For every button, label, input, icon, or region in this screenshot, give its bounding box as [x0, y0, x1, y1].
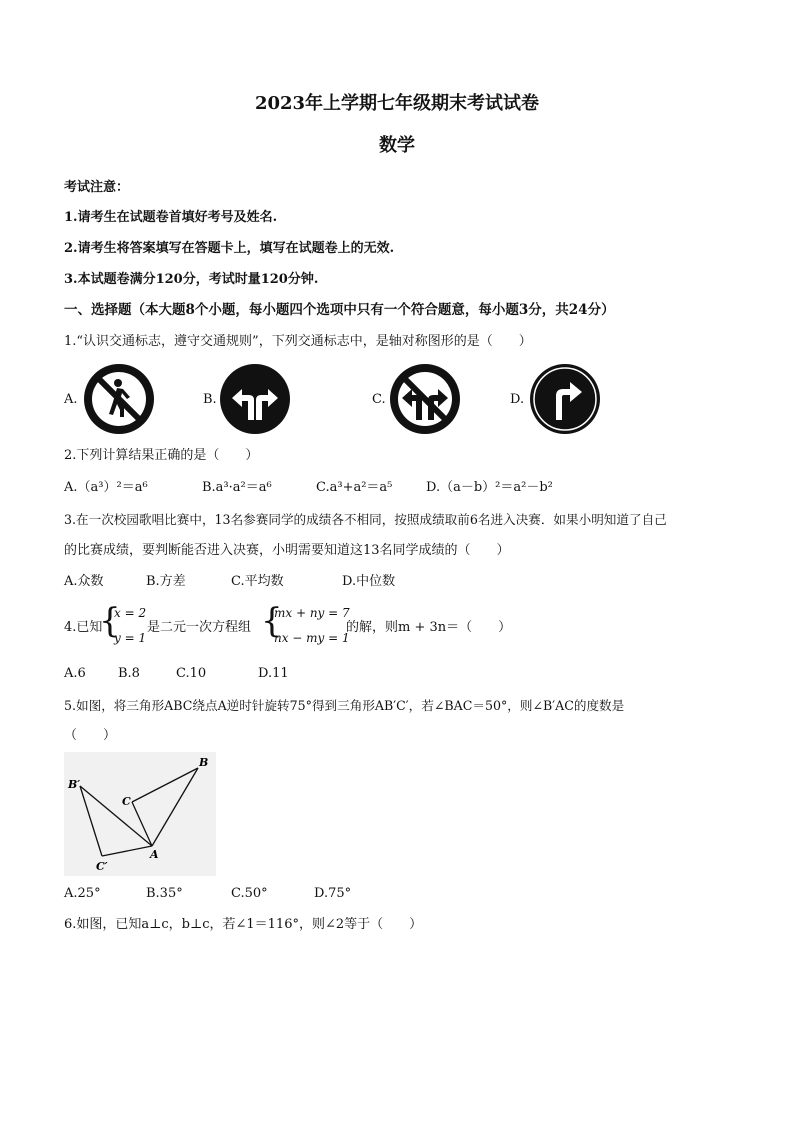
question-4-suffix: 的解，则m + 3n＝（ ） — [346, 620, 512, 635]
q2-option-a: A.（a³）²＝a⁶ — [64, 480, 148, 495]
rotation-figure — [64, 752, 216, 876]
system-1-line-2: y = 1 — [114, 631, 147, 645]
segment-ca — [132, 802, 152, 846]
q2-option-d: D.（a－b）²＝a²－b² — [426, 480, 553, 495]
label-c-prime: C′ — [96, 860, 108, 873]
question-2-stem: 2.下列计算结果正确的是（ ） — [64, 448, 259, 463]
left-brace-1: { — [99, 601, 121, 641]
question-4-middle: 是二元一次方程组 — [147, 620, 252, 635]
notice-item-2: 2.请考生将答案填写在答题卡上，填写在试题卷上的无效. — [64, 241, 395, 256]
q4-option-d: D.11 — [258, 666, 289, 681]
q3-option-c: C.平均数 — [231, 574, 284, 589]
question-3-stem-line-1: 3.在一次校园歌唱比赛中，13名参赛同学的成绩各不相同，按照成绩取前6名进入决赛．如果小明知道了自己 — [64, 512, 667, 527]
turn-left-right-sign-icon — [218, 362, 292, 436]
segment-b-prime-c-prime — [80, 786, 102, 856]
question-1-stem: 1.“认识交通标志，遵守交通规则”，下列交通标志中，是轴对称图形的是（ ） — [64, 334, 532, 349]
q1-option-a-label: A. — [64, 392, 78, 407]
question-4-prefix: 4.已知 — [64, 620, 103, 635]
q1-option-d-label: D. — [510, 392, 525, 407]
q4-option-c: C.10 — [176, 666, 207, 681]
no-left-right-turn-sign-icon — [388, 362, 462, 436]
question-5-paren: （ ） — [64, 728, 117, 743]
q5-option-c: C.50° — [231, 886, 268, 901]
q3-option-b: B.方差 — [146, 574, 186, 589]
q3-option-a: A.众数 — [64, 574, 104, 589]
label-a: A — [150, 848, 159, 861]
q2-option-b: B.a³·a²＝a⁶ — [202, 480, 272, 495]
question-3-stem-line-2: 的比赛成绩，要判断能否进入决赛，小明需要知道这13名同学成绩的（ ） — [64, 543, 510, 558]
subject-title: 数学 — [379, 135, 415, 156]
question-6-stem: 6.如图，已知a⊥c，b⊥c，若∠1＝116°，则∠2等于（ ） — [64, 917, 423, 932]
q5-option-d: D.75° — [314, 886, 352, 901]
notice-heading: 考试注意： — [64, 180, 130, 195]
left-brace-2: { — [261, 601, 283, 641]
q3-option-d: D.中位数 — [342, 574, 396, 589]
segment-ab-prime — [80, 786, 152, 846]
no-pedestrian-sign-icon — [82, 362, 156, 436]
q5-option-b: B.35° — [146, 886, 183, 901]
system-2-line-2: nx − my = 1 — [274, 631, 350, 645]
q1-option-b-label: B. — [203, 392, 217, 407]
q2-option-c: C.a³+a²＝a⁵ — [316, 480, 393, 495]
segment-c-prime-a — [102, 846, 152, 856]
q5-option-a: A.25° — [64, 886, 101, 901]
q4-option-b: B.8 — [118, 666, 140, 681]
section-heading: 一、选择题（本大题8个小题，每小题四个选项中只有一个符合题意，每小题3分，共24分） — [64, 302, 615, 318]
label-b: B — [199, 756, 209, 769]
page-title: 2023年上学期七年级期末考试试卷 — [254, 93, 540, 114]
label-b-prime: B′ — [68, 778, 81, 791]
system-2-line-1: mx + ny = 7 — [274, 606, 350, 620]
notice-item-3: 3.本试题卷满分120分，考试时量120分钟. — [64, 272, 319, 287]
turn-right-sign-icon — [528, 362, 602, 436]
triangle-rotation-diagram — [64, 752, 216, 876]
q4-option-a: A.6 — [64, 666, 86, 681]
system-1-line-1: x = 2 — [114, 606, 147, 620]
label-c: C — [122, 795, 131, 808]
question-5-stem: 5.如图，将三角形ABC绕点A逆时针旋转75°得到三角形AB′C′，若∠BAC＝50°，则∠B′AC的度数是 — [64, 698, 625, 713]
q1-option-c-label: C. — [372, 392, 386, 407]
notice-item-1: 1.请考生在试题卷首填好考号及姓名. — [64, 210, 278, 225]
